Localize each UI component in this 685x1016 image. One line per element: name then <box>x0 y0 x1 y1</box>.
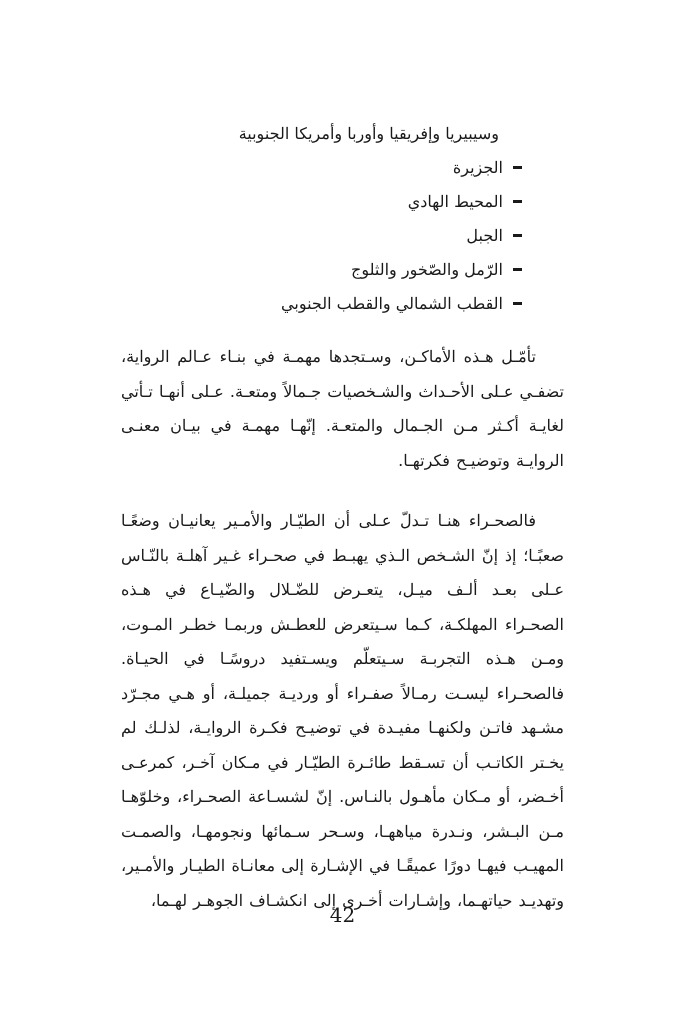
list-item-text: الجزيرة <box>452 157 503 177</box>
list-item-text: الجبل <box>466 225 503 245</box>
list-item <box>281 286 522 320</box>
places-list <box>281 150 522 320</box>
list-item-text: القطب الشمالي والقطب الجنوبي <box>281 293 503 313</box>
dash-bullet-icon <box>513 200 522 203</box>
list-item <box>281 184 522 218</box>
paragraph-places-importance: تأمّـل هـذه الأماكـن، وسـتجدها مهمـة في بنـاء عـالم الرواية، تضفـي عـلى الأحـداث والشـخصيات جـمالاً ومتعـة. عـلى أنهـا تـأتي لغايـة أكـثر مـن الجـمال والمتعـة. إنّهـا مهمـة في بيـان معنـى الروايـة وتوضيـح فكرتهـا. <box>121 347 564 470</box>
dash-bullet-icon <box>513 234 522 237</box>
intro-line: وسيبيريا وإفريقيا وأوربا وأمريكا الجنوبية <box>238 124 499 143</box>
dash-bullet-icon <box>513 302 522 305</box>
list-item <box>281 150 522 184</box>
dash-bullet-icon <box>513 268 522 271</box>
paragraph-desert-meaning: فالصحـراء هنـا تـدلّ عـلى أن الطيّـار والأمـير يعانيـان وضعًـا صعبًـا؛ إذ إنّ الشـخص الـذي يهبـط في صحـراء غـير آهلـة بالنّـاس عـلى بعـد ألـف ميـل، يتعـرض للضّـلال والضّيـاع في هـذه الصحـراء المهلكـة، كـما سـيتعرض للعطـش وربمـا خطـر المـوت، ومـن هـذه التجربـة سـيتعلّم ويسـتفيد دروسًـا في الحيـاة. فالصحـراء ليسـت رمـالاً صفـراء أو ورديـة جميلـة، أو هـي مجـرّد مشـهد فاتـن ولكنهـا مفيـدة في توضيـح فكـرة الروايـة، لذلـك لم يخـتر الكاتـب أن تسـقط طائـرة الطيّـار في مـكان آخـر، كمرعـى أخـضر، أو مـكان مأهـول بالنـاس. إنّ لشسـاعة الصحـراء، وخلوّهـا مـن البـشر، ونـدرة مياههـا، وسـحر سـمائها ونجومهـا، والصمـت المهيـب فيهـا دورًا عميقًـا في الإشـارة إلى معانـاة الطيـار والأمـير، وتهديـد حياتهـما، وإشـارات أخـرى إلى انكشـاف الجوهـر لهـما، <box>121 511 564 910</box>
dash-bullet-icon <box>513 166 522 169</box>
list-item-text: المحيط الهادي <box>407 191 503 211</box>
page-number: 42 <box>329 903 356 927</box>
list-item <box>281 252 522 286</box>
list-item-text: الرّمل والصّخور والثلوج <box>350 259 503 279</box>
list-item <box>281 218 522 252</box>
